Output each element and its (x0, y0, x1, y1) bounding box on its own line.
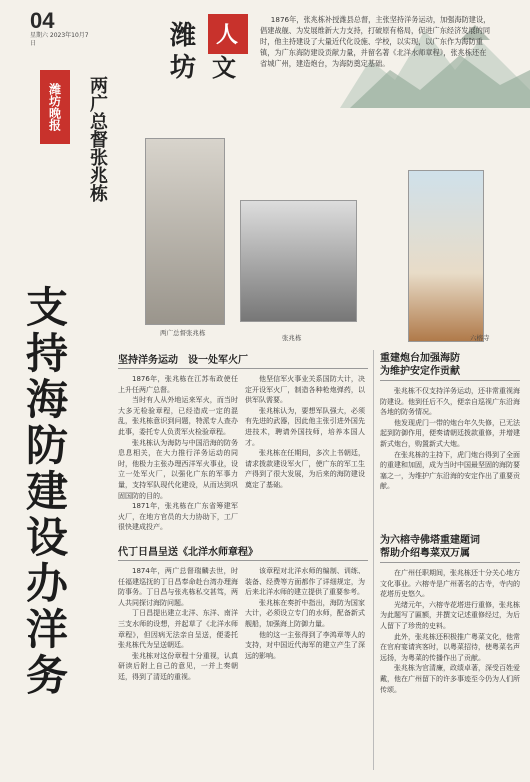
photo-governor-portrait (145, 138, 225, 325)
logo-char-4: 文 (212, 53, 236, 82)
article1-para: 当时有人从外地运来军火，而当时大多无检验章程，已经造成一定的混乱，张兆栋意识到问题，特派专人查办此事，委托专人负责军火检验章程。 (118, 396, 238, 436)
article4-rule (380, 562, 520, 563)
brand-badge: 潍坊晚报 (40, 70, 70, 144)
article4-para: 此外，张兆栋还积极推广粤菜文化，他常在官府宴请宾客时，以粤菜招待，使粤菜名声远扬，为粤菜的传播作出了贡献。 (380, 632, 520, 662)
article4-para: 张兆栋为官清廉，政绩卓著，深受百姓爱戴，他在广州留下的许多事迹至今仍为人们所传颂。 (380, 664, 520, 694)
article3-para: 张兆栋不仅支持洋务运动，还非常重视海防建设。他到任后不久，便亲自巡视广东沿海各地的防务情况。 (380, 387, 520, 417)
column-logo (162, 8, 252, 84)
article2-heading: 代丁日昌呈送《北洋水师章程》 (118, 547, 258, 558)
article3-body (380, 386, 520, 526)
article2-para: 1874年，两广总督瑞麟去世，时任福建巡抚的丁日昌奉命赴台湾办理海防事务。丁日昌与张兆栋私交甚笃，两人共同探讨海防问题。 (118, 567, 238, 607)
article2-para: 该章程对北洋水师的编制、训练、装备、经费等方面都作了详细规定，为后来北洋水师的建立提供了重要参考。 (245, 567, 365, 597)
article2-rule (118, 560, 368, 561)
article1-para: 1871年，张兆栋在广东省筹建军火厂，在地方官员的大力协助下，工厂很快建成投产。 (118, 502, 238, 532)
article2-para: 张兆栋在奏折中指出，海防为国家大计，必须设立专门的水师，配备新式舰船，加强海上防御力量。 (245, 598, 365, 628)
article1-para: 张兆栋在任期间，多次上书朝廷，请求拨款建设军火厂，使广东的军工生产得到了很大发展，为后来的海防建设奠定了基础。 (245, 449, 365, 489)
caption-photo3: 六榕寺 (470, 334, 490, 342)
logo-char-3: 坊 (170, 53, 197, 83)
column-separator (373, 350, 374, 770)
article2-col1 (118, 566, 238, 771)
caption-photo2: 张兆栋 (282, 334, 302, 342)
photo-liurong-pagoda (408, 170, 484, 342)
article3-rule (380, 380, 520, 381)
issue-date: 星期六 2023年10月7日 (30, 32, 89, 47)
article1-col2 (245, 374, 365, 534)
article3-heading: 重建炮台加强海防 为维护安定作贡献 (380, 353, 460, 377)
article1-para: 他坚信军火事业关系国防大计，决定开设军火厂，制造各种枪炮弹药，以供军队需要。 (245, 375, 365, 405)
article1-para: 1876年，张兆栋在江苏布政使任上升任两广总督。 (118, 375, 238, 394)
article2-para: 张兆栋对这份章程十分重视，认真研读后附上自己的意见，一并上奏朝廷，得到了清廷的重视。 (118, 651, 238, 681)
article1-col1 (118, 374, 238, 534)
article4-para: 光绪元年，六榕寺花塔进行重修，张兆栋为此题写了匾额，并撰文记述重修经过，为后人留下了珍贵的史料。 (380, 600, 520, 630)
article1-para: 张兆栋认为海防与中国沿海的防务息息相关，在大力推行洋务运动的同时，他极力主张办理西洋军火事业，设立一处军火厂，以强化广东的军事力量，支持军队现代化建设，从而达到巩固国防的目的。 (118, 438, 238, 500)
article4-body (380, 568, 520, 773)
article1-heading: 坚持洋务运动 设一处军火厂 (118, 355, 248, 366)
caption-photo1: 两广总督张兆栋 (160, 329, 206, 337)
article2-para: 丁日昌提出建立北洋、东洋、南洋三支水师的设想，并起草了《北洋水师章程》，但因病无法亲自呈送，便委托张兆栋代为呈送朝廷。 (118, 609, 238, 650)
intro-paragraph: 1876年，张兆栋补授潍县总督，主张坚持洋务运动，加强海防建设，倡建战舰、为发展维新大力支持，打破原有格局，促进广东经济发展的同时，他主持建设了大量近代化设施、学校，以实现，以广东作为海防重镇，为广东海防建设贡献力量，并留名著《北洋水师章程》，张兆栋还在省城广州，建造炮台，为海防奠定基础。 (260, 15, 491, 68)
photo-zhang-zhaodong (240, 200, 357, 322)
page-headline: 支持海防建设办洋务 (20, 285, 69, 699)
article1-rule (118, 368, 368, 369)
article3-para: 他发现虎门一带的炮台年久失修，已无法起到防御作用，便奏请朝廷拨款重修，并增建新式炮台，购置新式大炮。 (380, 418, 520, 448)
article2-para: 他的这一主张得到了李鸿章等人的支持，对中国近代海军的建立产生了深远的影响。 (245, 630, 365, 660)
logo-char-1: 潍 (170, 21, 197, 51)
article4-para: 在广州任职期间，张兆栋还十分关心地方文化事业。六榕寺是广州著名的古寺，寺内的花塔历史悠久。 (380, 569, 520, 599)
logo-char-2: 人 (216, 22, 239, 48)
article3-para: 在张兆栋的主持下，虎门炮台得到了全面的重建和加固，成为当时中国最坚固的海防要塞之一，为维护广东沿海的安定作出了重要贡献。 (380, 450, 520, 491)
issue-number: 04 (30, 8, 55, 33)
article1-para: 张兆栋认为，要想军队强大，必须有先进的武器，因此他主张引进外国先进技术，聘请外国技师，培养本国人才。 (245, 406, 365, 447)
article4-heading: 为六榕寺佛塔重建题词 帮助介绍粤菜双万属 (380, 535, 480, 559)
section-title: 两广总督张兆栋 (87, 76, 108, 202)
article2-col2 (245, 566, 365, 771)
